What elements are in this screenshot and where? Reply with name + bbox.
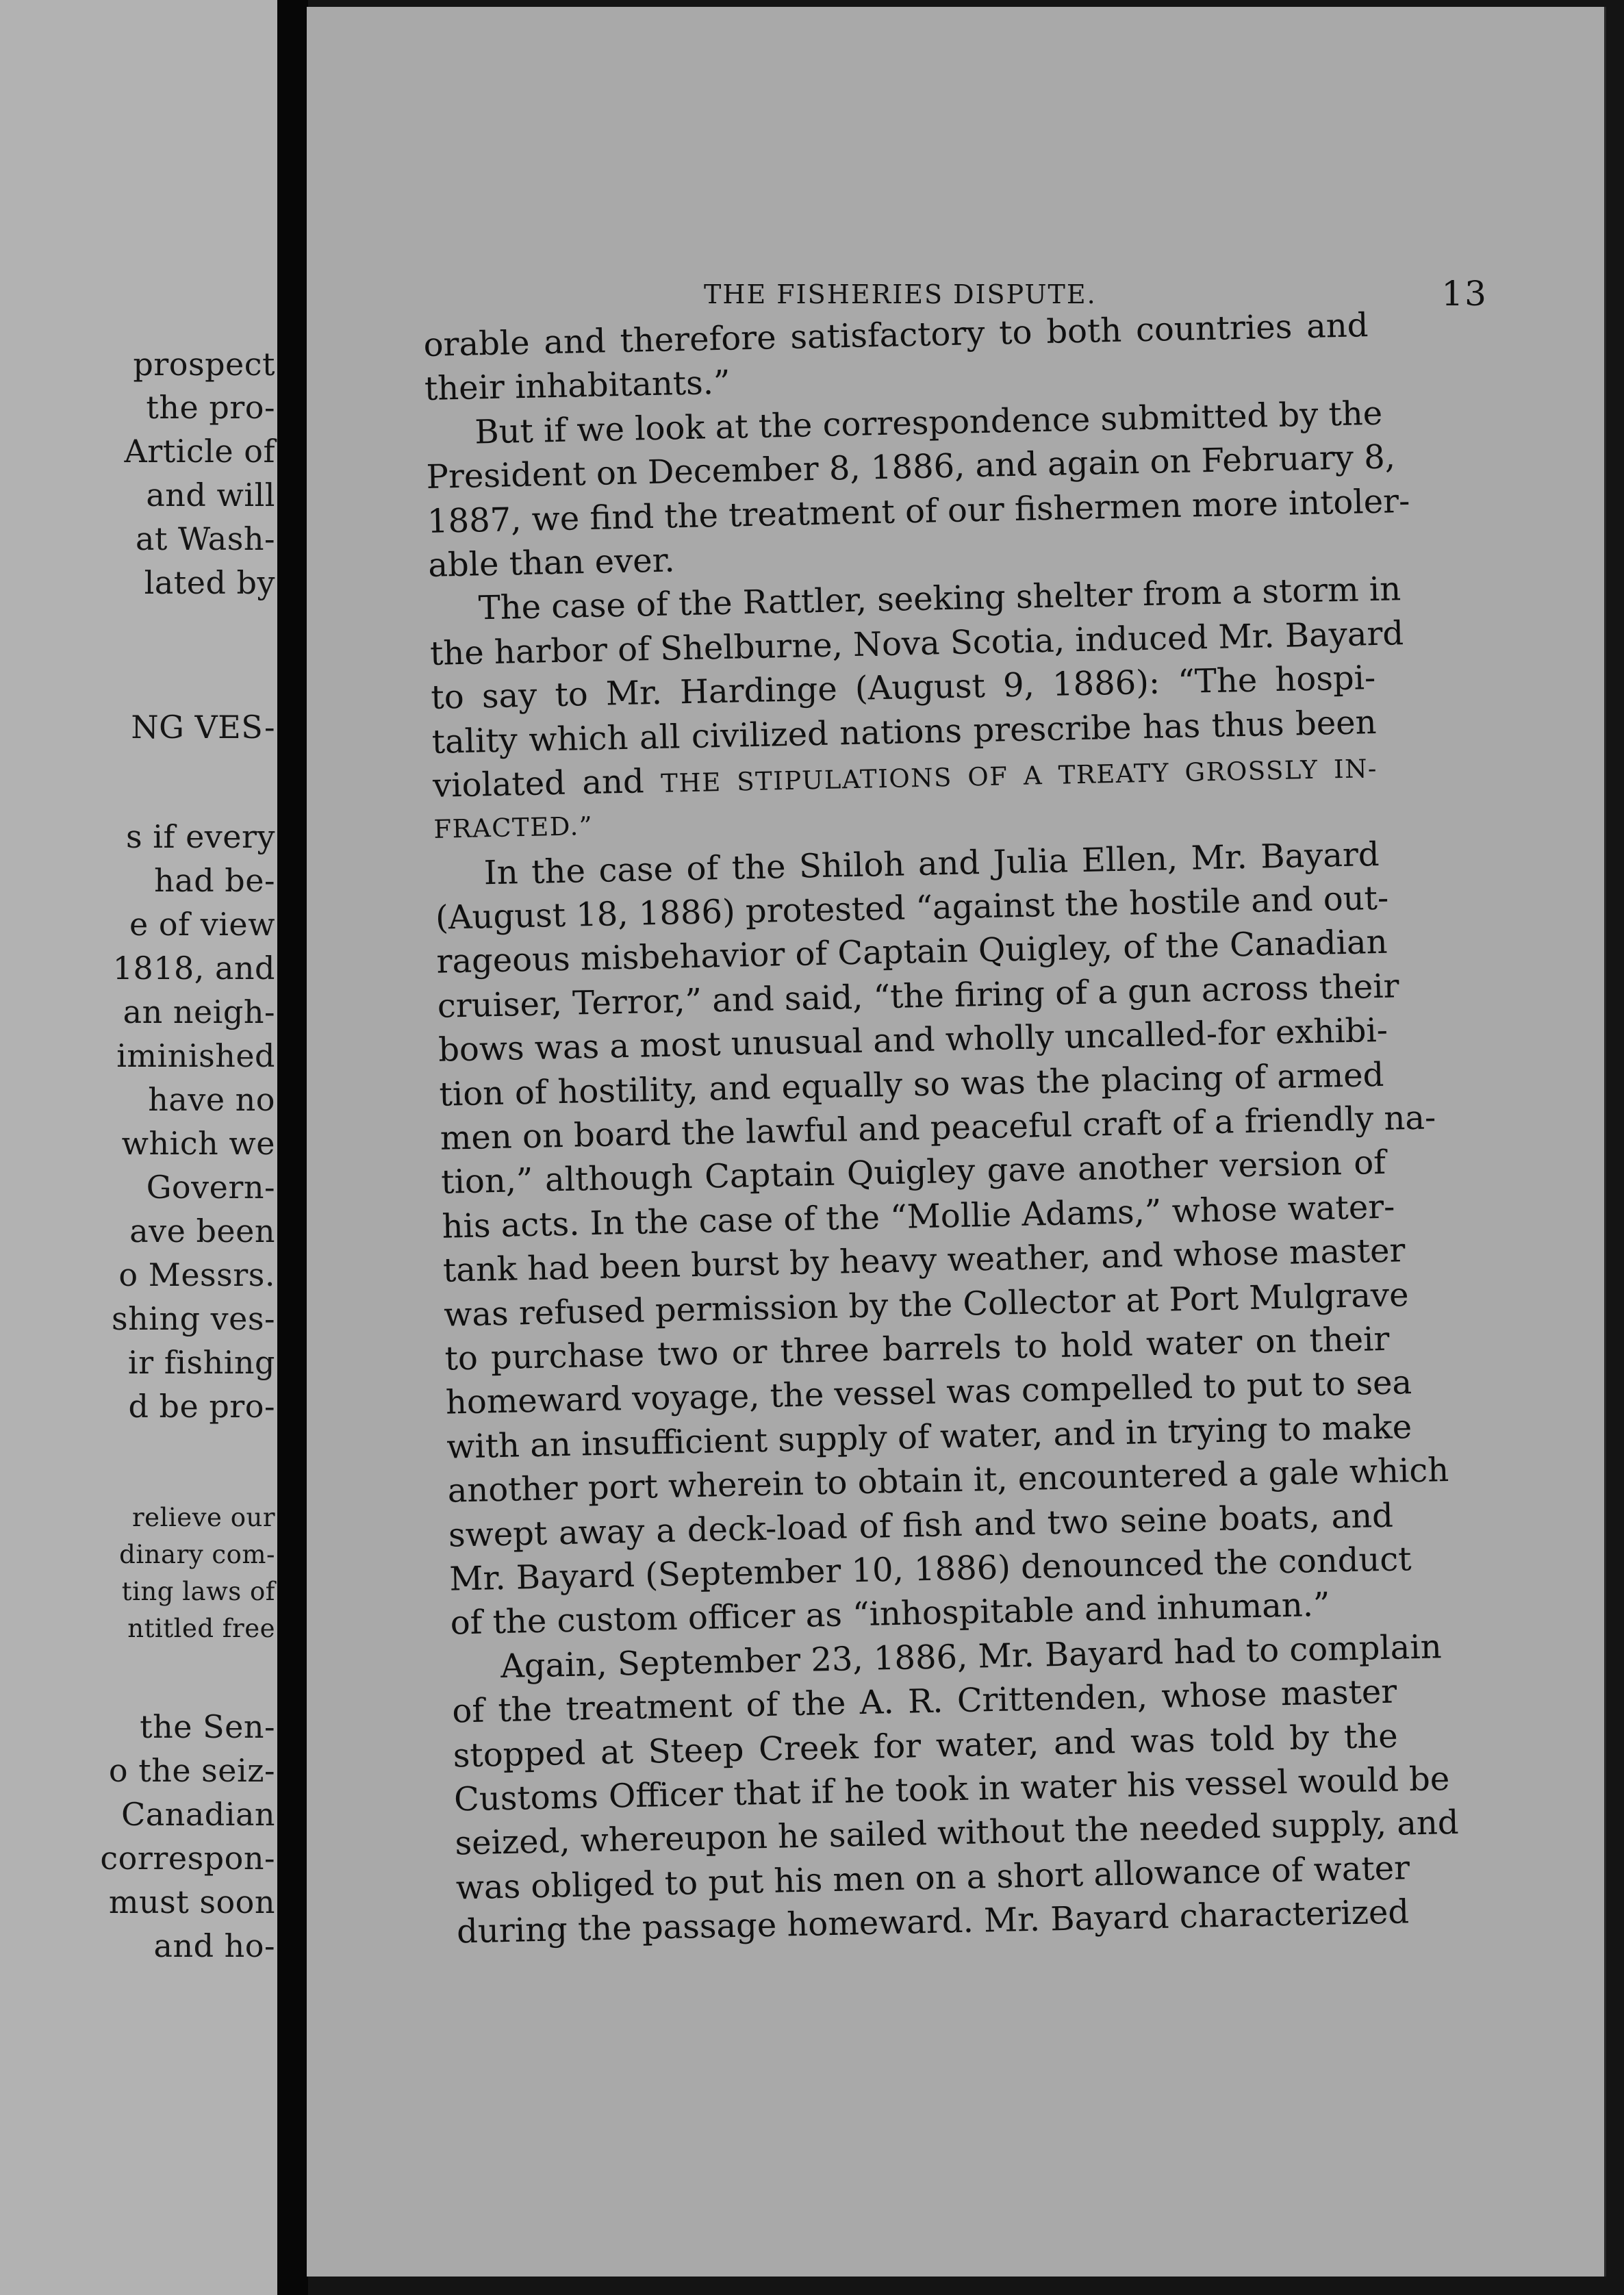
left-page-line: Canadian (121, 1796, 275, 1833)
paragraph-first-line: But if we look at the correspondence submitted by the (474, 394, 1383, 452)
left-page-line: 1818, and (112, 950, 275, 987)
text-line: able than ever. (427, 541, 676, 585)
book-page (307, 7, 1606, 2277)
text-line: his acts. In the case of the “Mollie Adams,” whose water- (442, 1187, 1395, 1246)
text-line: was refused permission by the Collector at Port Mulgrave (443, 1275, 1410, 1334)
left-page-line: iminished (116, 1037, 275, 1074)
left-page-line: shing ves- (112, 1300, 275, 1337)
left-page-line: e of view (129, 906, 275, 943)
text-line: Customs Officer that if he took in water his vessel would be (453, 1759, 1450, 1819)
left-page-line: and will (146, 477, 275, 513)
left-page-line: ting laws of (121, 1577, 275, 1606)
small-caps-text: THE STIPULATIONS OF A TREATY GROSSLY IN- (660, 753, 1378, 798)
text-segment: violated and (432, 762, 645, 805)
body-text (423, 296, 1606, 1954)
text-line: rageous misbehavior of Captain Quigley, of the Canadian (435, 923, 1388, 982)
left-page-line: must soon (108, 1884, 275, 1920)
left-page-line: ntitled free (127, 1614, 275, 1643)
text-line: another port wherein to obtain it, encountered a gale which (447, 1451, 1449, 1510)
text-line: the harbor of Shelburne, Nova Scotia, induced Mr. Bayard (429, 613, 1404, 673)
paragraph-first-line: In the case of the Shiloh and Julia Ellen, Mr. Bayard (483, 835, 1380, 892)
left-page-line: and ho- (153, 1927, 275, 1964)
text-line: men on board the lawful and peaceful craft of a friendly na- (440, 1098, 1436, 1158)
left-page-line: which we (121, 1125, 275, 1162)
left-page-line: ave been (129, 1213, 275, 1250)
text-line: was obliged to put his men on a short allowance of water (455, 1848, 1410, 1907)
text-line: swept away a deck-load of fish and two seine boats, and (448, 1496, 1394, 1555)
text-line: with an insufficient supply of water, and in trying to make (446, 1407, 1412, 1467)
left-page-line: dinary com- (119, 1540, 275, 1569)
text-line: homeward voyage, the vessel was compelled to put to sea (445, 1363, 1412, 1423)
text-line: 1887, we find the treatment of our fishermen more intoler- (427, 481, 1410, 541)
text-line: cruiser, Terror,” and said, “the firing of a gun across their (437, 967, 1400, 1026)
left-page-line: NG VES- (131, 709, 275, 746)
text-line: President on December 8, 1886, and again on February 8, (426, 438, 1396, 497)
text-line: to purchase two or three barrels to hold water on their (444, 1319, 1390, 1378)
left-page-line: the Sen- (140, 1708, 275, 1745)
text-line: bows was a most unusual and wholly uncalled-for exhibi- (437, 1011, 1388, 1070)
left-page-line: had be- (154, 862, 275, 899)
text-line: their inhabitants.” (424, 364, 731, 409)
text-line: tality which all civilized nations prescribe has thus been (431, 702, 1378, 761)
page-number: 13 (1441, 274, 1488, 314)
text-line: (August 18, 1886) protested “against the hostile and out- (435, 878, 1389, 937)
left-page-line: the pro- (146, 389, 275, 426)
left-page-line: have no (148, 1081, 275, 1118)
left-page-line: o the seiz- (108, 1752, 275, 1789)
text-line: tion,” although Captain Quigley gave another version of (440, 1143, 1386, 1202)
paragraph-first-line: The case of the Rattler, seeking shelter from a storm in (478, 570, 1401, 628)
left-page-line: an neigh- (123, 993, 275, 1030)
text-line: Mr. Bayard (September 10, 1886) denounced the conduct (448, 1540, 1412, 1599)
left-page-line: d be pro- (128, 1388, 275, 1425)
text-line: tion of hostility, and equally so was the placing of armed (439, 1055, 1384, 1114)
running-title: THE FISHERIES DISPUTE. (704, 279, 1097, 309)
left-page-line: Article of (124, 433, 275, 470)
text-line: stopped at Steep Creek for water, and was told by the (453, 1716, 1399, 1775)
text-line: orable and therefore satisfactory to both countries and (423, 306, 1369, 364)
left-page-line: ir fishing (127, 1344, 275, 1381)
text-line: tank had been burst by heavy weather, and whose master (442, 1231, 1406, 1290)
left-page-line: o Messrs. (118, 1256, 275, 1293)
left-page-line: correspon- (100, 1840, 275, 1877)
small-caps-text: FRACTED.” (433, 811, 594, 845)
left-page-line: relieve our (132, 1503, 275, 1532)
left-page-line: s if every (126, 818, 275, 855)
left-page-line: at Wash- (135, 520, 275, 557)
left-page-line: Govern- (146, 1169, 275, 1206)
text-line: seized, whereupon he sailed without the needed supply, and (454, 1803, 1460, 1863)
left-page-line: prospect (133, 346, 275, 383)
text-line: of the treatment of the A. R. Crittenden, whose master (451, 1672, 1397, 1731)
left-page-line: lated by (144, 564, 275, 601)
text-line: to say to Mr. Hardinge (August 9, 1886): “The hospi- (430, 659, 1376, 717)
text-line: of the custom officer as “inhospitable and inhuman.” (450, 1586, 1331, 1643)
left-page-fragment (0, 0, 288, 2295)
book-gutter (277, 0, 308, 2295)
paragraph-first-line: Again, September 23, 1886, Mr. Bayard had to complain (500, 1627, 1443, 1686)
text-line: during the passage homeward. Mr. Bayard characterized (456, 1892, 1410, 1951)
